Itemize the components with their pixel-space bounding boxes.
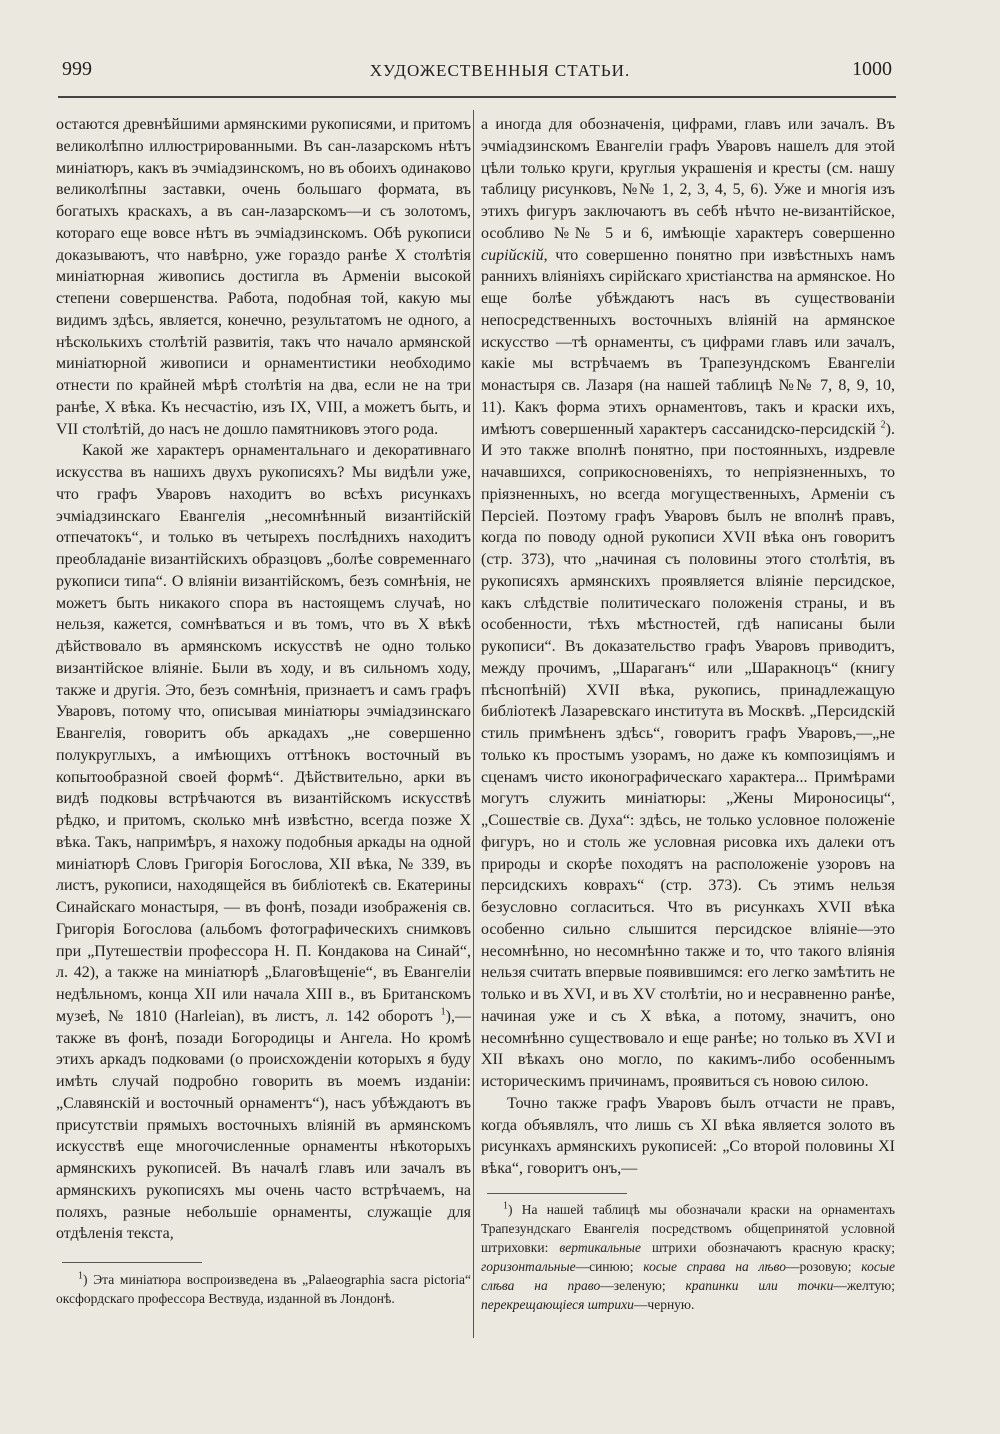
page-number-right: 1000 <box>852 58 892 80</box>
right-footnote-italic-4: косые слѣва на право <box>481 1259 895 1293</box>
right-footnote-text-3: —синюю; <box>575 1259 644 1274</box>
right-footnote-text-2: штрихи обозначаютъ красную краску; <box>640 1240 895 1255</box>
left-footnote-mark: 1 <box>78 1270 83 1282</box>
right-footnote-text-6: —желтую; <box>833 1278 896 1293</box>
right-footnote-text-1: ) На нашей таблицѣ мы обозначали краски на орнаментахъ Трапезундскаго Евангелія посредствомъ общепринятой условной штриховки: <box>481 1202 895 1255</box>
right-footnote-italic-1: вертикальные <box>559 1240 641 1255</box>
right-paragraph-2: Точно также графъ Уваровъ былъ отчасти не правъ, когда объявлялъ, что лишь съ XI вѣка является золото въ рисункахъ армянскихъ рукописей: „Со второй половины XI вѣка“, говоритъ онъ,— <box>481 1094 895 1177</box>
right-footnote-italic-2: горизонтальные <box>481 1259 576 1274</box>
page-number-left: 999 <box>62 58 92 80</box>
running-title: ХУДОЖЕСТВЕННЫЯ СТАТЬИ. <box>369 61 631 80</box>
right-footnote-text-7: —черную. <box>633 1297 695 1312</box>
left-paragraph-2-part-b: ),—также въ фонѣ, позади Богородицы и Ангела. Но кромѣ этихъ аркадъ подковами (о происхожденіи которыхъ я буду имѣть случай подробно говорить въ моемъ изданіи: „Славянскій и восточный орнаментъ“), насъ убѣждаютъ въ присутствіи прямыхъ восточныхъ вліяній въ армянскомъ искусствѣ еще многочисленные орнаменты нѣкоторыхъ армянскихъ рукописей. Въ началѣ главъ или зачалъ въ армянскихъ рукописяхъ мы очень часто встрѣчаемъ, на поляхъ, разные небольшіе орнаменты, служащіе для отдѣленія текста, <box>56 1007 471 1243</box>
running-header <box>0 58 1000 88</box>
right-paragraph-1-part-c: ). И это также вполнѣ понятно, при постоянныхъ, издревле начавшихся, соприкосновеніяхъ, то непріязненныхъ, то пріязненныхъ, но всегда могущественныхъ, Арменіи съ Персіей. Поэтому графъ Уваровъ былъ не вполнѣ правъ, когда по поводу одной рукописи XVII вѣка онъ говоритъ (стр. 373), что „начиная съ половины этого столѣтія, въ рукописяхъ армянскихъ проявляется вліяніе персидское, какъ слѣдствіе политическаго положенія страны, и въ особенности, тѣхъ мѣстностей, гдѣ написаны были рукописи“. Въ доказательство графъ Уваровъ приводитъ, между прочимъ, „Шараганъ“ или „Шаракноцъ“ (книгу пѣснопѣній) XVII вѣка, рукопись, принадлежащую библіотекѣ Лазаревскаго института въ Москвѣ. „Персидскій стиль примѣненъ здѣсь“, говоритъ графъ Уваровъ,—„не только къ простымъ узорамъ, но даже къ композиціямъ и сценамъ чисто иконографическаго характера... Примѣрами могутъ служить миніатюры: „Жены Мироносицы“, „Сошествіе св. Духа“: здѣсь, не только условное положеніе фигуръ, но и столь же условная рисовка ихъ далеки отъ природы и скорѣе походятъ на расположеніе узоровъ на персидскихъ коврахъ“ (стр. 373). Съ этимъ нельзя безусловно согласиться. Что въ рисункахъ XVII вѣка особенно сильно слышится персидское вліяніе—это несомнѣнно, но несомнѣнно также и то, что такого вліянія нельзя считать впервые появившимся: его легко замѣтить не только и въ XVI, и въ XV столѣтіи, но и несравненно ранѣе, начиная уже и съ X вѣка, а потому, значитъ, оно несомнѣнно существовало и еще ранѣе; но только въ XVI и XII вѣкахъ оно могло, по какимъ-либо особеннымъ историческимъ причинамъ, проявиться съ новою силою. <box>481 420 895 1090</box>
left-footnote-text: ) Эта миніатюра воспроизведена въ „Palaeographia sacra pictoria“ оксфордскаго профессора Вествуда, изданной въ Лондонѣ. <box>56 1272 471 1306</box>
column-divider <box>473 110 474 1338</box>
right-footnote-rule <box>487 1193 627 1194</box>
right-footnote <box>481 1200 895 1314</box>
right-footnote-italic-6: перекрещающіеся штрихи <box>481 1297 634 1312</box>
right-footnote-text-5: —зеленую; <box>600 1278 686 1293</box>
left-paragraph-1: остаются древнѣйшими армянскими рукописями, и притомъ великолѣпно иллюстрированными. Въ сан-лазарскомъ нѣтъ миніатюръ, какъ въ эчміадзинскомъ, но въ обоихъ одинаково великолѣпны заставки, очень большаго формата, въ богатыхъ краскахъ, а въ сан-лазарскомъ—и съ золотомъ, котораго еще вовсе нѣтъ въ эчміадзинскомъ. Обѣ рукописи доказываютъ, что навѣрно, уже гораздо ранѣе X столѣтія миніатюрная живопись достигла въ Арменіи высокой степени совершенства. Работа, подобная той, какую мы видимъ здѣсь, является, конечно, результатомъ не одного, а нѣсколькихъ столѣтій развитія, такъ что начало армянской миніатюрной живописи и орнаментистики необходимо отнести по крайней мѣрѣ столѣтія на два, если не на три ранѣе, X вѣка. Къ несчастію, изъ IX, VIII, а можетъ быть, и VII столѣтій, до насъ не дошло памятниковъ этого рода. <box>56 116 471 438</box>
right-footnote-italic-3: косые справа на лѣво <box>643 1259 786 1274</box>
left-column <box>56 114 471 1245</box>
footnote-ref-2: 2 <box>880 419 886 431</box>
left-paragraph-2-part-a: Какой же характеръ орнаментальнаго и декоративнаго искусства въ нашихъ двухъ рукописяхъ? Мы видѣли уже, что графъ Уваровъ находитъ во всѣхъ рисункахъ эчміадзинскаго Евангелія „несомнѣнный византійскій отпечатокъ“, и только въ четырехъ послѣднихъ находитъ преобладаніе византійскихъ образцовъ „болѣе современнаго рукописи типа“. О вліяніи византійскомъ, безъ сомнѣнія, не можетъ быть никакого спора въ настоящемъ случаѣ, но нельзя, кажется, сомнѣваться и въ томъ, что въ X вѣкѣ дѣйствовало въ армянскомъ искусствѣ не одно только византійское вліяніе. Были въ ходу, и въ сильномъ ходу, также и другія. Это, безъ сомнѣнія, признаетъ и самъ графъ Уваровъ, потому что, описывая миніатюры эчміадзинскаго Евангелія, говоритъ объ аркадахъ „не совершенно полукруглыхъ, а имѣющихъ оттѣнокъ восточный въ копытообразной своей формѣ“. Дѣйствительно, арки въ видѣ подковы встрѣчаются въ византійскомъ искусствѣ рѣдко, и притомъ, сколько мнѣ извѣстно, всегда позже X вѣка. Такъ, напримѣръ, я нахожу подобныя аркады на одной миніатюрѣ Словъ Григорія Богослова, XII вѣка, № 339, въ листъ, рукописи, находящейся въ библіотекѣ св. Екатерины Синайскаго монастыря, — въ фонѣ, позади изображенія св. Григорія Богослова (альбомъ фотографическихъ снимковъ при „Путешествіи профессора Н. П. Кондакова на Синай“, л. 42), а также на миніатюрѣ „Благовѣщеніе“, въ Евангеліи недѣльномъ, конца XII или начала XIII в., въ Британскомъ музеѣ, № 1810 (Harleian), въ листъ, л. 142 оборотъ <box>56 442 471 1025</box>
left-paragraph-2 <box>56 440 471 1245</box>
footnote-ref-1: 1 <box>440 1006 446 1018</box>
right-column <box>481 114 895 1180</box>
right-footnote-text-4: —розовую; <box>785 1259 862 1274</box>
right-paragraph-1 <box>481 114 895 1093</box>
header-rule <box>58 96 896 98</box>
right-footnote-italic-5: крапинки или точки <box>685 1278 834 1293</box>
right-paragraph-1-part-b: , что совершенно понятно при извѣстныхъ намъ раннихъ вліяніяхъ сирійскаго христіанства на армянское. Но еще болѣе убѣждаютъ насъ въ существованіи непосредственныхъ восточныхъ вліяній на армянское искусство —тѣ орнаменты, съ цифрами главъ или зачалъ, какіе мы встрѣчаемъ въ Трапезундскомъ Евангеліи монастыря св. Лазаря (на нашей таблицѣ №№ 7, 8, 9, 10, 11). Какъ форма этихъ орнаментовъ, такъ и краски ихъ, имѣютъ совершенный характеръ сассанидско-персидскій <box>481 246 895 438</box>
left-footnote <box>56 1270 471 1308</box>
left-footnote-rule <box>62 1262 202 1263</box>
right-paragraph-1-italic: сирійскій <box>481 246 544 264</box>
right-paragraph-1-part-a: а иногда для обозначенія, цифрами, главъ или зачалъ. Въ эчміадзинскомъ Евангеліи графъ Уваровъ нашелъ для этой цѣли только круги, круглыя украшенія и кресты (см. нашу таблицу рисунковъ, №№ 1, 2, 3, 4, 5, 6). Уже и многія изъ этихъ фигуръ заключаютъ въ себѣ нѣчто не-византійское, особливо №№ 5 и 6, имѣющіе характеръ совершенно <box>481 116 895 242</box>
right-footnote-mark: 1 <box>503 1200 508 1212</box>
